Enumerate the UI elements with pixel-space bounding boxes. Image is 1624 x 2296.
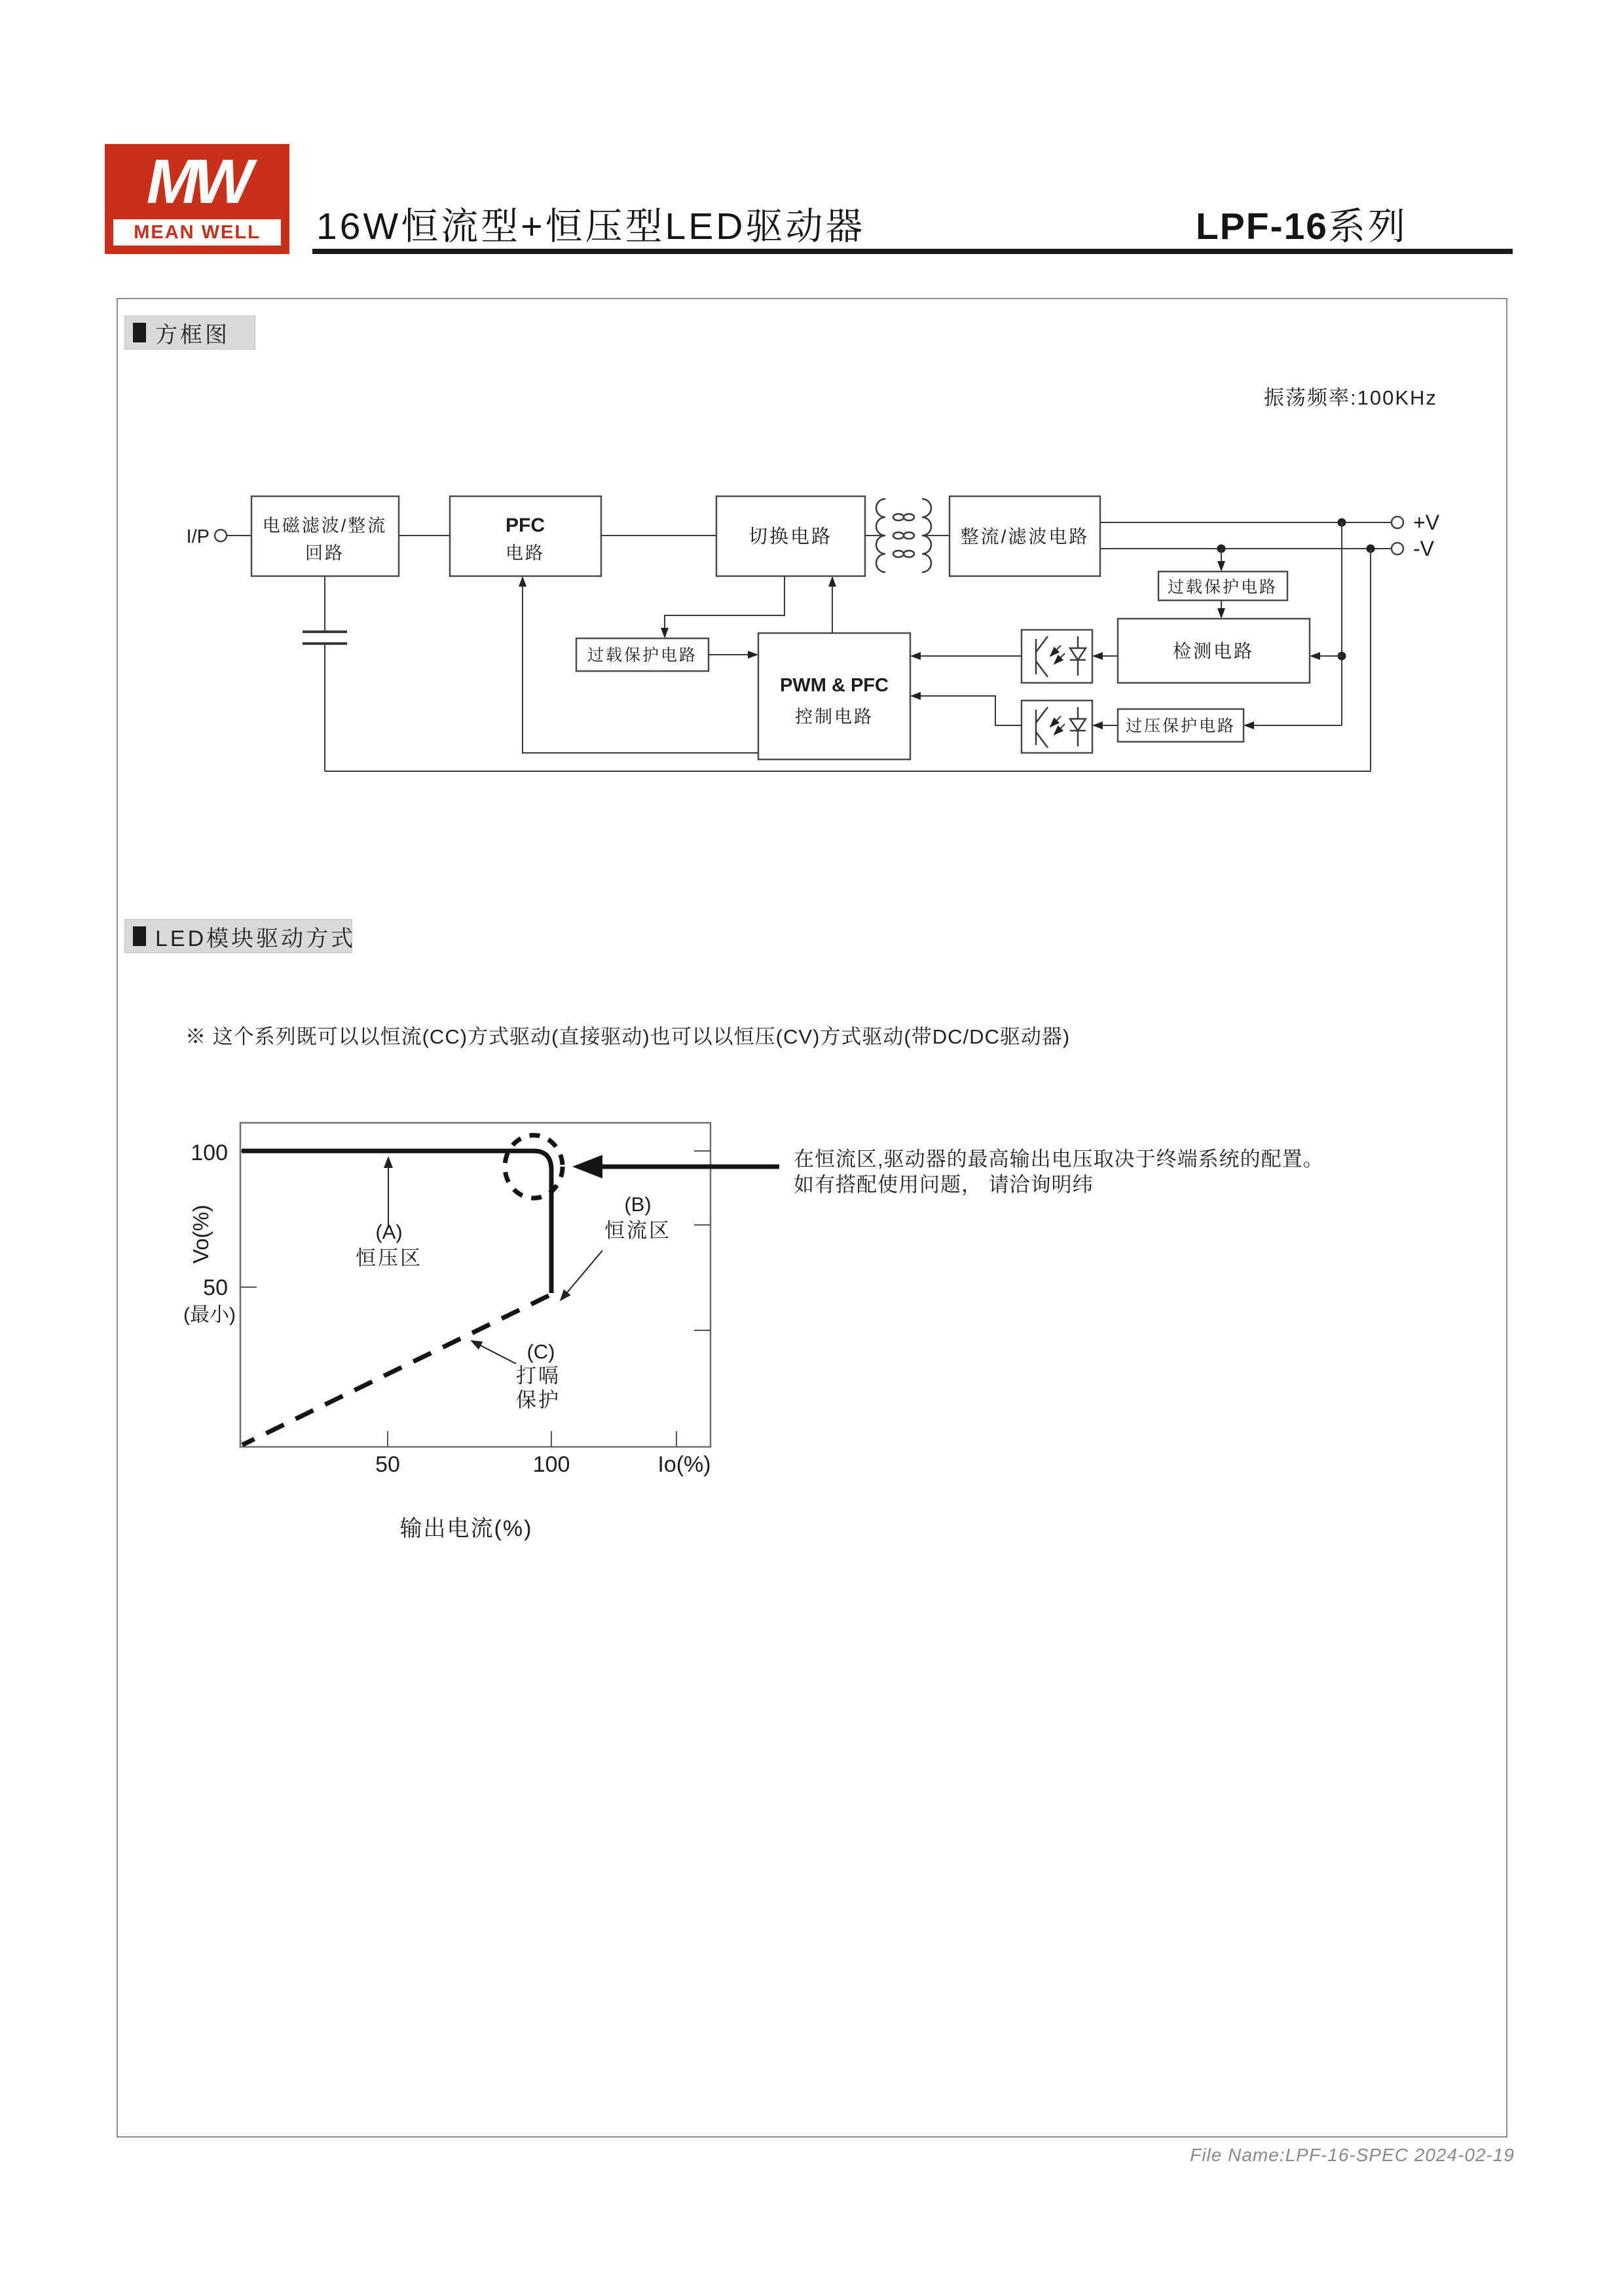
- output-rails: [1100, 511, 1440, 560]
- transformer-symbol: [865, 499, 950, 572]
- series-title: [1196, 196, 1408, 250]
- annotation-arrow: [572, 1155, 779, 1178]
- svg-text:保护: 保护: [516, 1389, 561, 1412]
- section-header-led-drive: [124, 919, 356, 953]
- y-tick-50: 50: [203, 1275, 228, 1300]
- section-header-block-diagram: [124, 316, 255, 350]
- block-switching: [716, 496, 865, 576]
- svg-text:过载保护电路: 过载保护电路: [587, 646, 698, 665]
- cc-region-annotation-line1: 在恒流区,驱动器的最高输出电压取决于终端系统的配置。: [794, 1148, 1324, 1171]
- output-terminal-positive: +V: [1413, 511, 1440, 534]
- logo-mw-glyph: MW: [146, 147, 248, 217]
- svg-text:整流/滤波电路: 整流/滤波电路: [960, 526, 1090, 547]
- oscillation-frequency: 振荡频率:100KHz: [1264, 386, 1437, 409]
- svg-text:检测电路: 检测电路: [1172, 641, 1255, 661]
- block-diagram: [117, 367, 1509, 825]
- region-c-label: [471, 1340, 561, 1412]
- hiccup-protection-line: [242, 1296, 549, 1445]
- svg-text:电磁滤波/整流: 电磁滤波/整流: [262, 516, 388, 536]
- svg-text:电路: 电路: [506, 543, 545, 563]
- pfc-feedback-line: [523, 577, 758, 753]
- cc-region-annotation-line2: 如有搭配使用问题， 请洽询明纬: [794, 1173, 1094, 1196]
- footer-file-name: File Name:LPF-16-SPEC 2024-02-19: [1190, 2145, 1515, 2165]
- page-title: 16W恒流型+恒压型LED驱动器: [316, 206, 866, 247]
- series-model: LPF-16: [1195, 206, 1328, 247]
- drive-mode-note: ※ 这个系列既可以以恒流(CC)方式驱动(直接驱动)也可以以恒压(CV)方式驱动(带DC/DC驱动器): [185, 1025, 1071, 1048]
- optocoupler-feedback-icon: [1022, 630, 1092, 683]
- logo-band: [113, 219, 281, 246]
- x-axis-unit: Io(%): [657, 1452, 711, 1477]
- section-title: 方框图: [155, 322, 230, 348]
- series-suffix: 系列: [1328, 206, 1408, 247]
- svg-text:回路: 回路: [305, 543, 344, 563]
- chart-frame: [240, 1123, 710, 1447]
- svg-text:(C): (C): [526, 1340, 555, 1363]
- block-overload-protection-input: [576, 638, 709, 671]
- block-overload-protection-output: [1158, 572, 1287, 600]
- svg-text:过压保护电路: 过压保护电路: [1125, 717, 1236, 735]
- svg-text:过载保护电路: 过载保护电路: [1167, 578, 1278, 596]
- block-pfc: [450, 496, 601, 576]
- section-title: LED模块驱动方式: [155, 926, 356, 951]
- svg-text:PFC: PFC: [506, 515, 545, 536]
- knee-highlight-circle: [505, 1135, 563, 1198]
- block-pwm-pfc-control: [758, 633, 910, 759]
- region-b-label: [561, 1193, 671, 1300]
- y-min-note: (最小): [183, 1304, 236, 1326]
- y-axis-label: Vo(%): [189, 1205, 213, 1264]
- input-terminal: [187, 526, 251, 547]
- svg-text:打嗝: 打嗝: [516, 1364, 561, 1387]
- section-bullet-icon: [133, 323, 146, 342]
- y-tick-100: 100: [191, 1140, 228, 1165]
- block-detection: [1118, 619, 1310, 683]
- svg-text:(B): (B): [624, 1193, 652, 1216]
- x-tick-50: 50: [375, 1452, 400, 1477]
- y-capacitor-symbol: [303, 576, 347, 771]
- svg-text:切换电路: 切换电路: [748, 526, 833, 547]
- block-emi-filter: [251, 496, 399, 576]
- svg-text:(A): (A): [375, 1220, 403, 1243]
- x-tick-100: 100: [532, 1452, 570, 1477]
- title-underline: [312, 249, 1513, 254]
- logo-brand-name: MEAN WELL: [134, 221, 261, 243]
- svg-text:恒压区: 恒压区: [356, 1247, 422, 1269]
- svg-text:I/P: I/P: [186, 526, 210, 547]
- region-a-label: [356, 1157, 422, 1269]
- section-bullet-icon: [133, 926, 146, 946]
- meanwell-logo: [105, 144, 289, 254]
- svg-text:恒流区: 恒流区: [604, 1219, 671, 1242]
- svg-text:PWM & PFC: PWM & PFC: [780, 675, 889, 696]
- block-rectifier-filter: [950, 496, 1100, 576]
- output-terminal-negative: -V: [1413, 537, 1434, 560]
- svg-text:控制电路: 控制电路: [795, 707, 874, 727]
- block-overvoltage-protection: [1118, 709, 1244, 742]
- x-axis-label: 输出电流(%): [399, 1516, 533, 1541]
- optocoupler-ovp-icon: [1022, 701, 1092, 753]
